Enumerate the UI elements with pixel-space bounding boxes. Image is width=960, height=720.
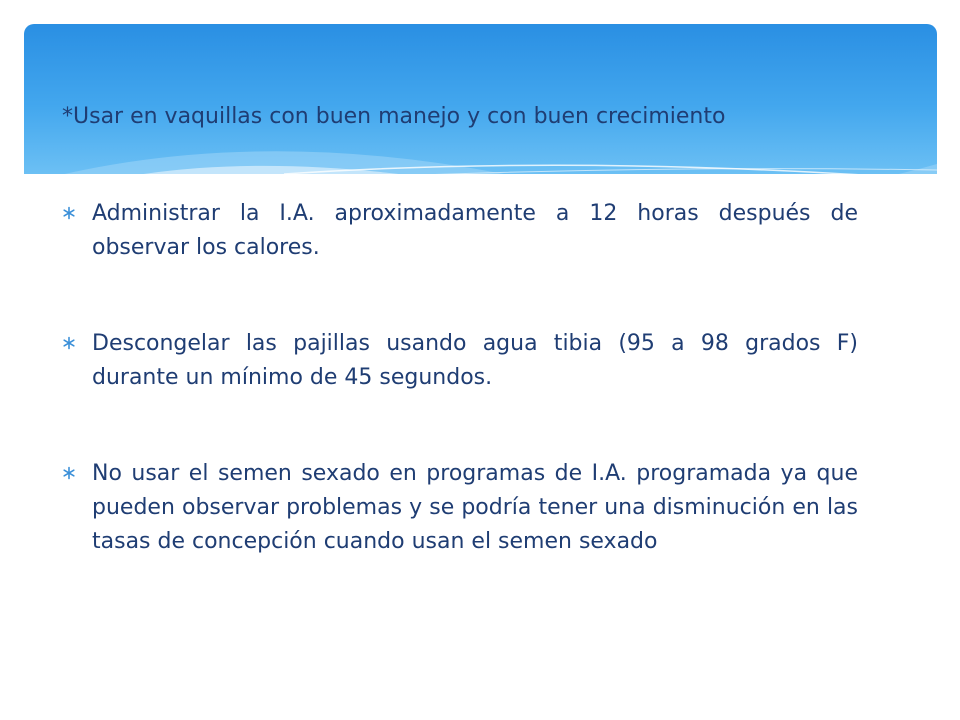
asterisk-bullet-icon — [62, 206, 76, 220]
bullet-text: No usar el semen sexado en programas de I.A. programada ya que pueden observar problemas y se podría tener una disminución en las tasas de concepción cuando usan el semen sexado — [92, 461, 858, 554]
bullet-text: Administrar la I.A. aproximadamente a 12 horas después de observar los calores. — [92, 201, 858, 260]
bullet-text: Descongelar las pajillas usando agua tibia (95 a 98 grados F) durante un mínimo de 45 segundos. — [92, 331, 858, 390]
asterisk-bullet-icon — [62, 336, 76, 350]
intro-text: *Usar en vaquillas con buen manejo y con buen crecimiento — [62, 104, 726, 129]
bullet-item — [62, 457, 858, 559]
content-body — [62, 100, 858, 559]
bullet-item — [62, 327, 858, 395]
bullet-item — [62, 197, 858, 265]
asterisk-bullet-icon — [62, 466, 76, 480]
